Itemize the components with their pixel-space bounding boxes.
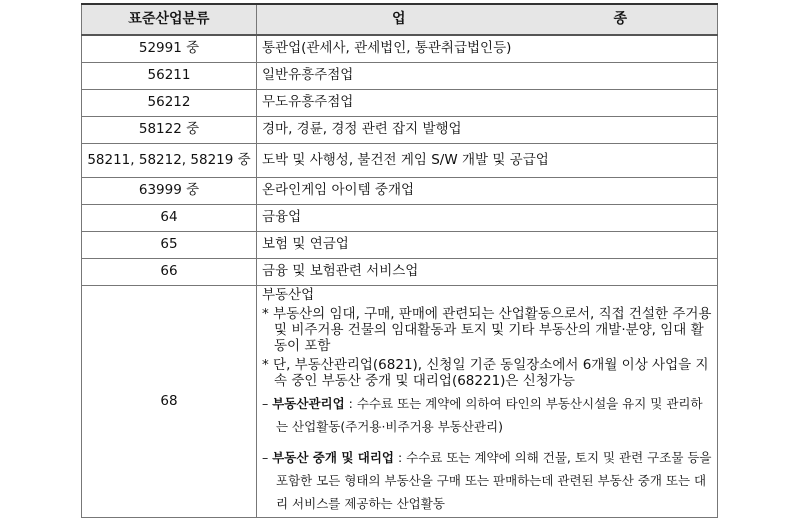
header-industry-char-1: 업 — [392, 11, 406, 27]
industry-cell-real-estate — [257, 285, 718, 517]
header-code: 표준산업분류 — [82, 4, 257, 35]
industry-cell: 금융 및 보험관련 서비스업 — [257, 258, 718, 285]
real-estate-title: 부동산업 — [262, 286, 315, 303]
code-cell: 52991 중 — [82, 35, 257, 62]
table-row — [82, 177, 718, 204]
code-cell: 65 — [82, 231, 257, 258]
real-estate-sub-management — [262, 392, 712, 438]
header-industry-char-2: 종 — [613, 11, 627, 27]
sub-term: 부동산 중개 및 대리업 — [272, 449, 394, 465]
table-row — [82, 231, 718, 258]
table-row — [82, 89, 718, 116]
table-row — [82, 143, 718, 177]
code-cell: 56211 — [82, 62, 257, 89]
industry-cell: 보험 및 연금업 — [257, 231, 718, 258]
industry-cell: 통관업(관세사, 관세법인, 통관취급법인등) — [257, 35, 718, 62]
real-estate-note-2: * 단, 부동산관리업(6821), 신청일 기준 동일장소에서 6개월 이상 사업을 지속 중인 부동산 중개 및 대리업(68221)은 신청가능 — [262, 356, 709, 389]
code-cell: 68 — [82, 285, 257, 517]
industry-cell: 일반유흥주점업 — [257, 62, 718, 89]
sub-desc: : 수수료 또는 계약에 의하여 타인의 부동산시설을 유지 및 관리하는 산업활동(주거용·비주거용 부동산관리) — [276, 395, 703, 434]
table-row — [82, 62, 718, 89]
code-cell: 58211, 58212, 58219 중 — [82, 143, 257, 177]
table-row-real-estate — [82, 285, 718, 517]
code-cell: 63999 중 — [82, 177, 257, 204]
real-estate-sub-brokerage — [262, 446, 712, 515]
code-cell: 56212 — [82, 89, 257, 116]
table-row — [82, 35, 718, 62]
table-row — [82, 258, 718, 285]
industry-cell: 금융업 — [257, 204, 718, 231]
real-estate-note-1: * 부동산의 임대, 구매, 판매에 관련되는 산업활동으로서, 직접 건설한 주거용 및 비주거용 건물의 임대활동과 토지 및 기타 부동산의 개발·분양, 임대 활동이 포함 — [262, 305, 712, 354]
industry-cell: 무도유흥주점업 — [257, 89, 718, 116]
table-row — [82, 204, 718, 231]
sub-marker: – — [262, 395, 269, 411]
sub-term: 부동산관리업 — [272, 395, 345, 411]
table-row — [82, 116, 718, 143]
sub-desc: : 수수료 또는 계약에 의해 건물, 토지 및 관련 구조물 등을 포함한 모든 형태의 부동산을 구매 또는 판매하는데 관련된 부동산 중개 또는 대리 서비스를 제공하는 산업활동 — [276, 449, 712, 511]
header-industry — [257, 4, 718, 35]
industry-cell: 온라인게임 아이템 중개업 — [257, 177, 718, 204]
code-cell: 58122 중 — [82, 116, 257, 143]
industry-cell: 도박 및 사행성, 불건전 게임 S/W 개발 및 공급업 — [257, 143, 718, 177]
code-cell: 66 — [82, 258, 257, 285]
industry-table — [81, 3, 718, 518]
sub-marker: – — [262, 449, 269, 465]
code-cell: 64 — [82, 204, 257, 231]
industry-cell: 경마, 경륜, 경정 관련 잡지 발행업 — [257, 116, 718, 143]
